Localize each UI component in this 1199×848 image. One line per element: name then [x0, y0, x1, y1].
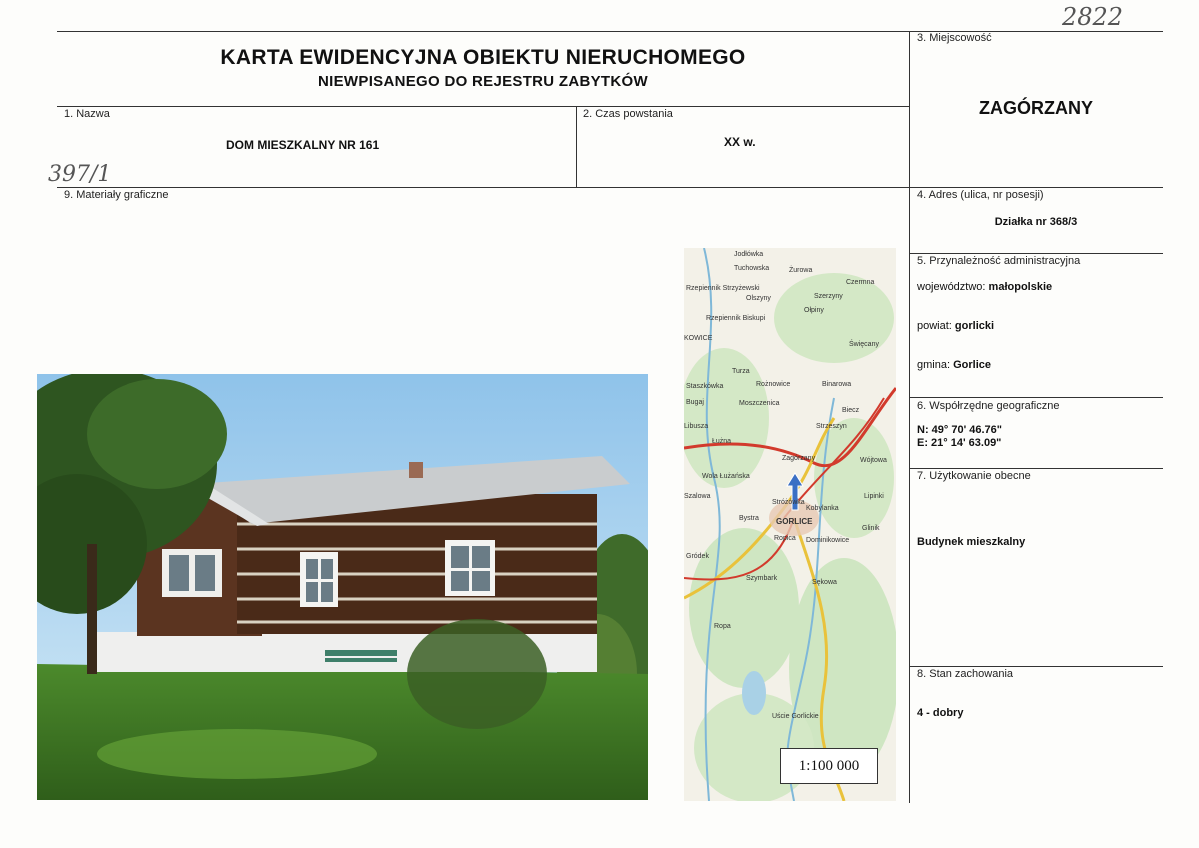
top-rule: [57, 31, 1163, 32]
location-map: [684, 248, 896, 801]
map-place-bystra: Bystra: [739, 515, 759, 522]
map-place-zagorzany: Zagórzany: [782, 455, 816, 462]
map-place-turza: Turza: [732, 368, 750, 375]
map-place-czermna: Czermna: [846, 279, 875, 286]
map-place-strzeszyn: Strzeszyn: [816, 423, 847, 430]
map-place-libusza: Libusza: [684, 423, 709, 430]
voivodeship-row: [917, 281, 1052, 293]
locality-label: 3. Miejscowość: [917, 32, 992, 44]
map-place-swiecany: Święcany: [849, 341, 879, 348]
map-place-luzna: Łużna: [712, 438, 732, 445]
commune-value: Gorlice: [953, 359, 991, 371]
map-place-ropa: Ropa: [714, 623, 731, 630]
map-place-kobylanka: Kobylanka: [806, 505, 839, 512]
house-photograph: [37, 374, 648, 800]
map-place-glinik: Glinik: [862, 525, 880, 532]
map-place-sekowa: Sękowa: [812, 579, 837, 586]
map-place-olpiny: Ołpiny: [804, 307, 824, 314]
locality-value: ZAGÓRZANY: [979, 98, 1093, 118]
condition-label: 8. Stan zachowania: [917, 668, 1014, 680]
handwritten-inventory-number: 397/1: [48, 162, 112, 187]
map-place-uscie-gorlickie: Uście Gorlickie: [772, 713, 819, 720]
use-label: 7. Użytkowanie obecne: [917, 470, 1031, 482]
map-place-rzepiennik-biskupi: Rzepiennik Biskupi: [706, 315, 766, 322]
map-place-grodek: Gródek: [686, 553, 709, 560]
rule-below-name: [57, 187, 1163, 188]
map-place-szerzyny: Szerzyny: [814, 293, 843, 300]
name-date-divider: [576, 106, 577, 187]
use-value: Budynek mieszkalny: [917, 536, 1026, 548]
address-label: 4. Adres (ulica, nr posesji): [917, 189, 1044, 201]
map-place-olszyny: Olszyny: [746, 295, 771, 302]
admin-label: 5. Przynależność administracyjna: [917, 255, 1081, 267]
map-scale: 1:100 000: [780, 748, 878, 784]
map-place-roznowice: Rożnowice: [756, 381, 791, 388]
coords-east: E: 21° 14' 63.09": [917, 437, 1002, 449]
county-label: powiat:: [917, 320, 952, 332]
rule-admin: [909, 253, 1163, 254]
rule-use: [909, 468, 1163, 469]
map-place-dominikowice: Dominikowice: [806, 537, 850, 544]
map-place-jodlowka: Jodłówka: [734, 251, 764, 258]
commune-label: gmina:: [917, 359, 951, 371]
map-place-moszczenica: Moszczenica: [739, 400, 780, 407]
voivodeship-label: województwo:: [917, 281, 986, 293]
map-place-zurowa: Żurowa: [789, 267, 813, 274]
name-label: 1. Nazwa: [64, 108, 110, 120]
date-label: 2. Czas powstania: [583, 108, 673, 120]
rule-coords: [909, 397, 1163, 398]
map-place-gorlice: GORLICE: [776, 517, 813, 526]
card-title: KARTA EWIDENCYJNA OBIEKTU NIERUCHOMEGO: [220, 46, 746, 69]
date-value: XX w.: [724, 135, 756, 149]
county-value: gorlicki: [954, 320, 995, 332]
archive-number: 2822: [1062, 3, 1124, 31]
map-place-wola-luzanska: Wola Łużańska: [702, 473, 750, 480]
map-place-kowice: KOWICE: [684, 335, 713, 342]
map-place-staszkowka: Staszkówka: [686, 383, 724, 390]
map-place-wojtowa: Wójtowa: [860, 457, 887, 464]
commune-row: [917, 359, 991, 371]
map-place-biecz: Biecz: [842, 407, 860, 414]
map-place-binarowa: Binarowa: [822, 381, 852, 388]
coords-north: N: 49° 70' 46.76": [917, 424, 1003, 436]
graphics-label: 9. Materiały graficzne: [64, 189, 169, 201]
map-place-szymbark: Szymbark: [746, 575, 778, 582]
map-place-strozowka: Stróżówka: [772, 499, 805, 506]
map-place-tuchowska: Tuchowska: [734, 265, 770, 272]
right-column-divider: [909, 31, 910, 803]
map-place-rzepiennik-strzyzewski: Rzepiennik Strzyżewski: [686, 285, 760, 292]
voivodeship-value: małopolskie: [988, 281, 1053, 293]
map-place-szalowa: Szalowa: [684, 493, 711, 500]
address-value: Działka nr 368/3: [994, 216, 1078, 228]
map-place-ropica: Ropica: [774, 535, 796, 542]
map-place-bugaj: Bugaj: [686, 399, 704, 406]
map-place-lipinki: Lipinki: [864, 493, 884, 500]
county-row: [917, 320, 994, 332]
condition-value: 4 - dobry: [917, 707, 964, 719]
name-value: DOM MIESZKALNY NR 161: [226, 138, 380, 152]
card-subtitle: NIEWPISANEGO DO REJESTRU ZABYTKÓW: [318, 73, 648, 90]
rule-condition: [909, 666, 1163, 667]
coords-label: 6. Współrzędne geograficzne: [917, 400, 1060, 412]
rule-below-title: [57, 106, 909, 107]
